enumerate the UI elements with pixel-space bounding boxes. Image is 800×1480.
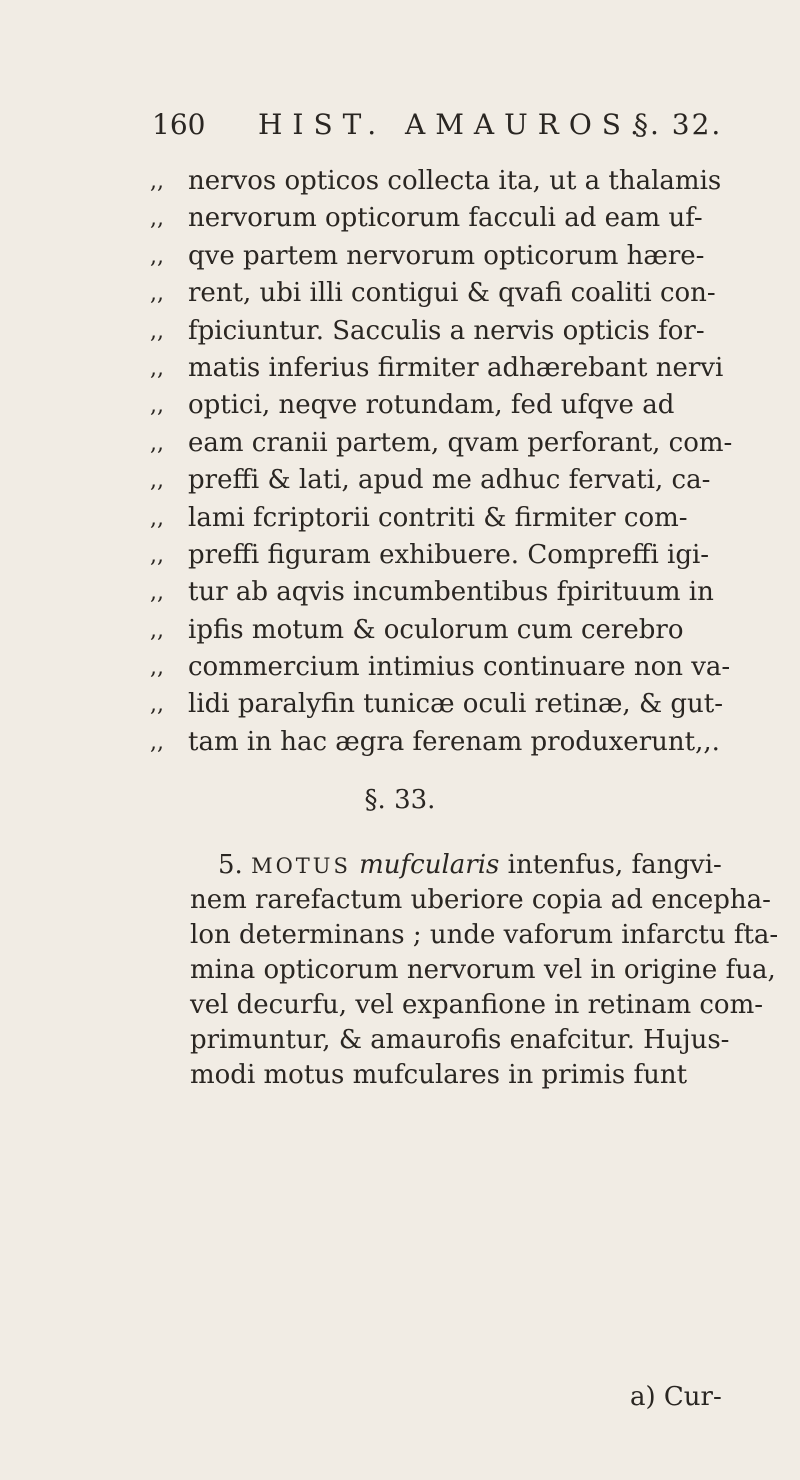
quote-mark: ,,: [150, 617, 164, 643]
quote-mark: ,,: [150, 729, 164, 755]
quote-line-text: optici, neqve rotundam, fed ufqve ad: [188, 390, 675, 421]
catchword: a) Cur-: [630, 1382, 722, 1412]
quote-line: [150, 387, 790, 424]
quote-line: [150, 163, 790, 200]
quote-mark: ,,: [150, 655, 164, 681]
quote-line: [150, 200, 790, 237]
quote-line: [150, 686, 790, 723]
quote-line-text: ipfis motum & oculorum cum cerebro: [188, 614, 684, 645]
quote-mark: ,,: [150, 243, 164, 269]
quote-line-text: qve partem nervorum opticorum hære-: [188, 240, 705, 271]
quote-line-text: rent, ubi illi contigui & qvafi coaliti con-: [188, 278, 716, 309]
paragraph-italic-term: mufcularis: [359, 850, 500, 880]
paragraph-first-line-rest: intenfus, fangvi-: [507, 850, 722, 880]
paragraph-line: primuntur, & amaurofis enafcitur. Hujus-: [190, 1025, 730, 1055]
quote-line-text: preffi figuram exhibuere. Compreffi igi-: [188, 539, 710, 570]
quote-line: [150, 313, 790, 350]
quote-mark: ,,: [150, 169, 164, 194]
quote-line-text: eam cranii partem, qvam perforant, com-: [188, 427, 733, 458]
section-heading: §. 33.: [364, 785, 436, 815]
quote-line-text: commercium intimius continuare non va-: [188, 652, 731, 683]
quoted-passage: [150, 163, 790, 761]
quote-line-text: tam in hac ægra ferenam produxerunt,,.: [188, 726, 720, 757]
paragraph-line: mina opticorum nervorum vel in origine fua,: [190, 955, 776, 985]
quote-mark: ,,: [150, 355, 164, 381]
quote-line: [150, 462, 790, 499]
quote-mark: ,,: [150, 393, 164, 419]
quote-line: [150, 574, 790, 611]
quote-mark: ,,: [150, 281, 164, 307]
quote-mark: ,,: [150, 430, 164, 456]
quote-line: [150, 238, 790, 275]
quote-line: [150, 537, 790, 574]
quote-mark: ,,: [150, 580, 164, 606]
quote-line: [150, 724, 790, 761]
paragraph-lead-word: MOTUS: [251, 854, 351, 878]
quote-mark: ,,: [150, 542, 164, 568]
quote-line-text: fpiciuntur. Sacculis a nervis opticis for-: [188, 315, 705, 346]
paragraph: [190, 848, 790, 1093]
quote-line: [150, 275, 790, 312]
quote-line: [150, 425, 790, 462]
paragraph-line: lon determinans ; unde vaforum infarctu fta-: [190, 920, 779, 950]
page-number: 160: [152, 108, 206, 141]
quote-line-text: lami fcriptorii contriti & firmiter com-: [188, 502, 688, 533]
quote-line-text: lidi paralyfin tunicæ oculi retinæ, & gut-: [188, 689, 723, 720]
quote-line: [150, 350, 790, 387]
quote-line-text: preffi & lati, apud me adhuc fervati, ca-: [188, 465, 711, 496]
running-header: [152, 108, 752, 148]
quote-line: [150, 500, 790, 537]
running-title: HIST. AMAUROS.: [258, 108, 649, 141]
paragraph-line: nem rarefactum uberiore copia ad encepha-: [190, 885, 771, 915]
quote-mark: ,,: [150, 692, 164, 718]
paragraph-line: vel decurfu, vel expanfione in retinam com-: [190, 990, 764, 1020]
quote-line-text: nervorum opticorum facculi ad eam uf-: [188, 203, 703, 234]
quote-mark: ,,: [150, 206, 164, 232]
header-section-mark: §. 32.: [634, 108, 723, 141]
quote-line-text: nervos opticos collecta ita, ut a thalamis: [188, 166, 722, 196]
paragraph-first-line: [190, 848, 790, 883]
quote-mark: ,,: [150, 468, 164, 494]
quote-mark: ,,: [150, 505, 164, 531]
quote-line-text: matis inferius firmiter adhærebant nervi: [188, 352, 724, 383]
quote-line: [150, 612, 790, 649]
quote-mark: ,,: [150, 318, 164, 344]
quote-line: [150, 649, 790, 686]
paragraph-line: modi motus mufculares in primis funt: [190, 1060, 688, 1090]
paragraph-number: 5.: [218, 850, 243, 880]
quote-line-text: tur ab aqvis incumbentibus fpirituum in: [188, 577, 714, 608]
